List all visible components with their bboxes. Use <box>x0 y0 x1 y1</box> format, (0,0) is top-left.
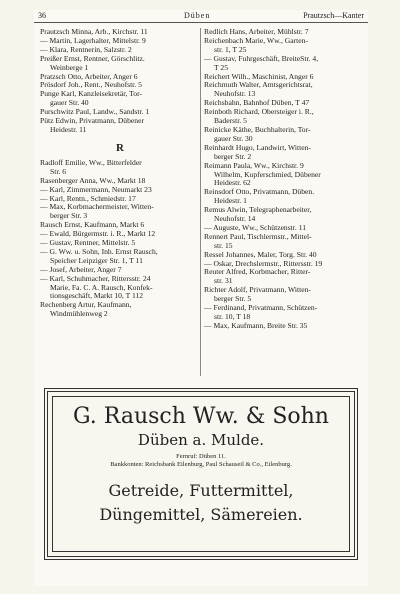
directory-entry: — Max, Korbmachermeister, Witten- <box>40 203 154 212</box>
page-town-heading: Düben <box>184 11 211 20</box>
directory-entry: Heidestr. 62 <box>214 179 251 188</box>
directory-entry: — Auguste, Ww., Schützenstr. 11 <box>204 223 307 232</box>
directory-entry: Rennert Paul, Tischlermstr., Mittel- <box>204 232 312 241</box>
directory-entry: Radloff Emilie, Ww., Bitterfelder <box>40 158 142 167</box>
directory-entry: — Gustav, Fuhrgeschäft, BreiteStr. 4, <box>204 54 319 63</box>
advertisement <box>44 388 358 560</box>
directory-entry: — Ferdinand, Privatmann, Schützen- <box>204 304 318 313</box>
directory-entry: — Klara, Rentnerin, Salzstr. 2 <box>40 45 132 54</box>
directory-entry: Reuter Alfred, Korbmacher, Ritter- <box>204 268 311 277</box>
advert-firm-name: G. Rausch Ww. & Sohn <box>73 404 329 429</box>
directory-entry: Purschwitz Paul, Landw., Sandstr. 1 <box>40 108 150 117</box>
directory-entry: gauer Str. 40 <box>50 99 89 108</box>
directory-entry: Prösdorf Joh., Rent., Neuhofstr. 5 <box>40 81 142 90</box>
directory-entry: Neuhofstr. 14 <box>214 215 256 224</box>
left-column <box>40 28 200 319</box>
directory-entry: str. 15 <box>214 241 233 250</box>
directory-entry: Rechenberg Artur, Kaufmann, <box>40 301 132 310</box>
directory-entry: — Ewald, Bürgermstr. i. R., Markt 12 <box>40 230 156 239</box>
directory-entry: berger Str. 2 <box>214 152 252 161</box>
directory-entry: Remus Alwin, Telegraphenarbeiter, <box>204 206 312 215</box>
directory-entry: Heidestr. 1 <box>214 197 247 206</box>
directory-entry: Reinsdorf Otto, Privatmann, Düben. <box>204 188 315 197</box>
directory-entry: Reichmuth Walter, Amtsgerichtsrat, <box>204 81 313 90</box>
directory-entry: Preißer Ernst, Rentner, Görschlitz. <box>40 54 145 63</box>
directory-entry: str. 1, T 25 <box>214 45 247 54</box>
directory-entry: str. 31 <box>214 277 233 286</box>
directory-entry: Weinberge 1 <box>50 63 89 72</box>
directory-entry: T 25 <box>214 63 228 72</box>
directory-entry: — Oskar, Drechslermstr., Rittersstr. 19 <box>204 259 323 268</box>
directory-entry: Baderstr. 5 <box>214 117 247 126</box>
directory-entry: Reinhardt Hugo, Landwirt, Witten- <box>204 143 311 152</box>
directory-entry: Pratzsch Otto, Arbeiter, Anger 6 <box>40 72 138 81</box>
directory-entry: berger Str. 5 <box>214 295 252 304</box>
directory-entry: — Karl, Schuhmacher, Rittersstr. 24 <box>40 274 151 283</box>
advert-phone: Fernruf: Düben 11. <box>176 453 226 460</box>
advert-place: Düben a. Mulde. <box>137 431 265 449</box>
directory-entry: — Josef, Arbeiter, Anger 7 <box>40 265 122 274</box>
directory-entry: — Gustav, Rentner, Mittelstr. 5 <box>40 239 136 248</box>
directory-entry: berger Str. 3 <box>50 212 88 221</box>
right-column <box>204 28 364 331</box>
advertisement-inner-border <box>52 396 350 552</box>
advert-bank-accounts: Bankkonten: Reichsbank Eilenburg, Paul Schauseil & Co., Eilenburg. <box>110 461 292 468</box>
directory-entry: Reichert Wilh., Maschinist, Anger 6 <box>204 72 314 81</box>
directory-entry: Marie, Fa. C. A. Rausch, Konfek- <box>50 283 153 292</box>
directory-entry: — Karl, Rentn., Schmiedstr. 17 <box>40 194 136 203</box>
directory-entry: Pütz Edwin, Privatmann, Dübener <box>40 117 144 126</box>
directory-entry: Heidestr. 11 <box>50 125 87 134</box>
directory-entry: Richter Adolf, Privatmann, Witten- <box>204 286 311 295</box>
directory-entry: Reimann Paula, Ww., Kirchstr. 9 <box>204 161 304 170</box>
directory-entry: Rausch Ernst, Kaufmann, Markt 6 <box>40 221 145 230</box>
advert-goods-line-1: Getreide, Futtermittel, <box>108 481 294 500</box>
page-number: 36 <box>38 11 46 20</box>
page-range-heading: Prautzsch—Kanter <box>303 11 364 20</box>
directory-entry: — Karl, Zimmermann, Neumarkt 23 <box>40 185 152 194</box>
directory-entry: Str. 6 <box>50 167 67 176</box>
directory-entry: gauer Str. 30 <box>214 134 253 143</box>
directory-page <box>34 10 368 586</box>
directory-entry: Wilhelm, Kupferschmied, Dübener <box>214 170 321 179</box>
directory-entry: — G. Ww. u. Sohn, Inh. Ernst Rausch, <box>40 247 158 256</box>
directory-entry: Speicher Leipziger Str. 1, T 11 <box>50 256 143 265</box>
directory-entry: Redlich Hans, Arbeiter, Mühlstr. 7 <box>204 28 309 36</box>
column-divider <box>200 28 201 376</box>
page-header <box>34 10 368 23</box>
directory-entry: Reinboth Richard, Obersteiger i. R., <box>204 108 314 117</box>
directory-entry: Rasenberger Anna, Ww., Markt 18 <box>40 176 146 185</box>
left-entries-top <box>40 28 200 135</box>
directory-entry: Prautzsch Minna, Arb., Kirchstr. 11 <box>40 28 148 36</box>
directory-entry: — Max, Kaufmann, Breite Str. 35 <box>204 321 308 330</box>
advert-goods-line-2: Düngemittel, Sämereien. <box>99 505 303 524</box>
directory-entry: Ressel Johannes, Maler, Torg. Str. 40 <box>204 250 317 259</box>
directory-entry: Reichsbahn, Bahnhof Düben, T 47 <box>204 99 310 108</box>
directory-entry: Reinicke Käthe, Buchhalterin, Tor- <box>204 125 311 134</box>
directory-entry: — Martin, Lagerhalter, Mittelstr. 9 <box>40 36 146 45</box>
directory-entry: Windmühlenweg 2 <box>50 310 108 319</box>
left-entries-r <box>40 159 200 319</box>
directory-entry: str. 10, T 18 <box>214 313 251 321</box>
directory-entry: Punge Karl, Kanzleisekretär, Tor- <box>40 90 142 99</box>
directory-entry: Neuhofstr. 13 <box>214 90 256 99</box>
directory-entry: Reichenbach Marie, Ww., Garten- <box>204 36 308 45</box>
directory-entry: tionsgeschäft, Markt 10, T 112 <box>50 292 144 301</box>
section-letter: R <box>116 141 124 154</box>
